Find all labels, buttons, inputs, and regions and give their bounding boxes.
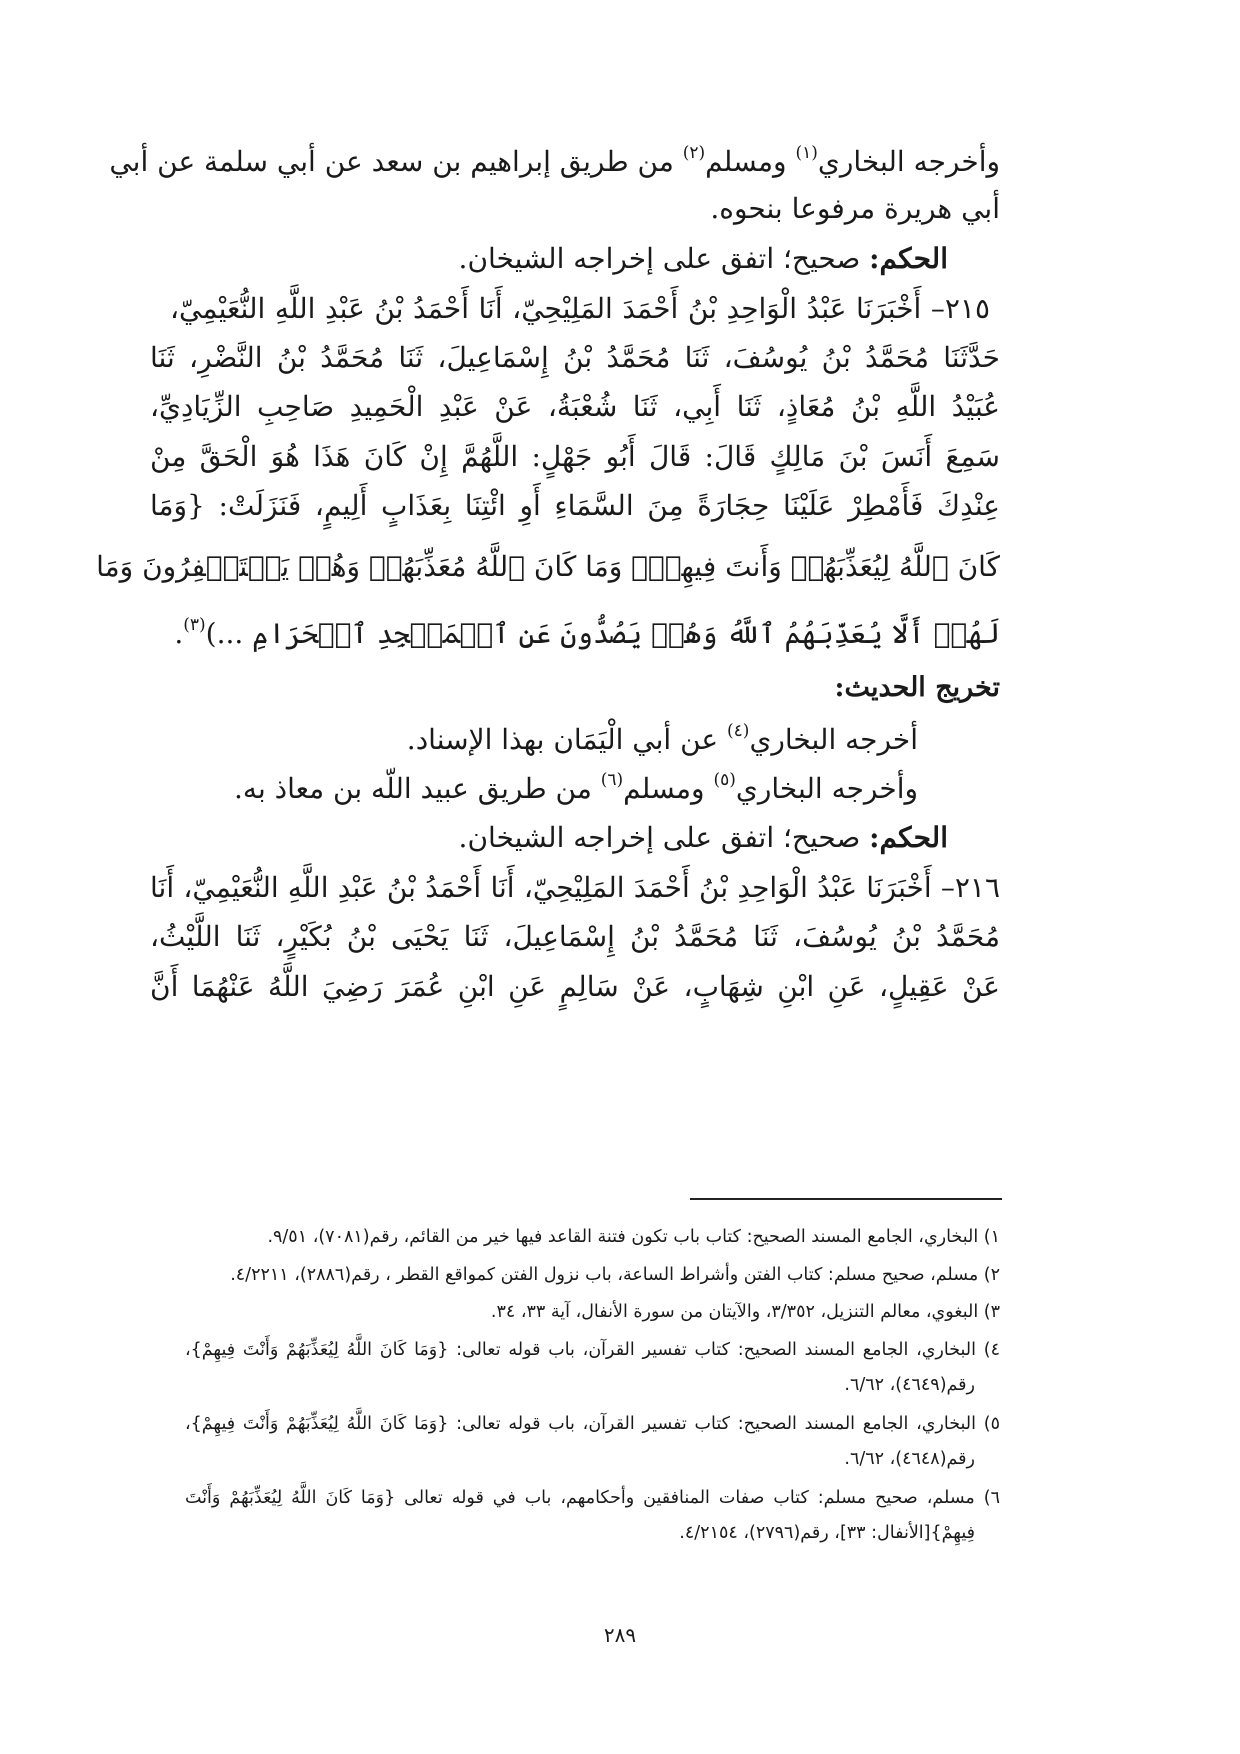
takhrij-line: أخرجه البخاري$^{(٤)}$ عن أبي الْيَمَان بهذا الإسناد.: [406, 721, 918, 756]
hadith-216-line: عَنْ عَقِيلٍ، عَنِ ابْنِ شِهَابٍ، عَنْ سَالِمٍ عَنِ ابْنِ عُمَرَ رَضِيَ اللَّهُ عَنْهُمَا أَنَّ: [150, 970, 1000, 1003]
section-heading: تخريج الحديث:: [834, 672, 1000, 703]
footnote: ٦) مسلم، صحيح مسلم: كتاب صفات المنافقين وأحكامهم، باب في قوله تعالى {وَمَا كَانَ اللَّهُ لِيُعَذِّبَهُمْ وَأَنْتَ: [185, 1488, 1000, 1508]
footnote-ref[interactable]: (٥): [713, 770, 736, 790]
footnote-ref[interactable]: (٣): [183, 615, 206, 635]
footnote-continuation: فِيهِمْ}[الأنفال: ٣٣]، رقم(٢٧٩٦)، ٤/٢١٥٤.: [679, 1523, 975, 1543]
hadith-215-line: ٢١٥– أَخْبَرَنَا عَبْدُ الْوَاحِدِ بْنُ أَحْمَدَ المَلِيْحِيّ، أَنَا أَحْمَدُ بْنُ عَبْدِ اللَّهِ النُّعَيْمِيّ،: [170, 292, 990, 325]
footnote: ٥) البخاري، الجامع المسند الصحيح: كتاب تفسير القرآن، باب قوله تعالى: {وَمَا كَانَ اللَّهُ لِيُعَذِّبَهُمْ وَأَنْتَ فِيهِمْ}،: [185, 1414, 1000, 1434]
footnote-ref[interactable]: (٢): [682, 143, 706, 163]
hadith-215-line: عِنْدِكَ فَأَمْطِرْ عَلَيْنَا حِجَارَةً مِنَ السَّمَاءِ أَوِ ائْتِنَا بِعَذَابٍ أَلِيمٍ، فَنَزَلَتْ: {وَمَا: [150, 489, 1000, 522]
hadith-215-line: حَدَّثَنَا مُحَمَّدُ بْنُ يُوسُفَ، ثَنَا مُحَمَّدُ بْنُ إِسْمَاعِيلَ، ثَنَا مُحَمَّدُ بْنُ النَّضْرِ، ثَنَا: [150, 341, 1000, 374]
ruling-label: الحكم:: [869, 242, 948, 275]
hadith-215-line: سَمِعَ أَنَسَ بْنَ مَالِكٍ قَالَ: قَالَ أَبُو جَهْلٍ: اللَّهُمَّ إِنْ كَانَ هَذَا هُوَ الْحَقَّ مِنْ: [150, 440, 1000, 473]
ruling-line: الحكم: صحيح؛ اتفق على إخراجه الشيخان.: [458, 821, 948, 854]
hadith-215-line: عُبَيْدُ اللَّهِ بْنُ مُعَاذٍ، ثَنَا أَبِي، ثَنَا شُعْبَةُ، عَنْ عَبْدِ الْحَمِيدِ صَاحِبِ الزِّيَادِيِّ،: [150, 390, 1000, 423]
footnote: ٢) مسلم، صحيح مسلم: كتاب الفتن وأشراط الساعة، باب نزول الفتن كمواقع القطر ، رقم(٢٨٨٦)، ٤/٢٢١١.: [230, 1265, 1000, 1285]
body-line: أبي هريرة مرفوعا بنحوه.: [710, 192, 1000, 225]
hadith-216-line: ٢١٦– أَخْبَرَنَا عَبْدُ الْوَاحِدِ بْنُ أَحْمَدَ المَلِيْحِيّ، أَنَا أَحْمَدُ بْنُ عَبْدِ اللَّهِ النُّعَيْمِيّ، أَنَا: [150, 871, 1001, 904]
footnote: ٤) البخاري، الجامع المسند الصحيح: كتاب تفسير القرآن، باب قوله تعالى: {وَمَا كَانَ اللَّهُ لِيُعَذِّبَهُمْ وَأَنْتَ فِيهِمْ}،: [185, 1340, 1000, 1360]
takhrij-line: وأخرجه البخاري$^{(٥)}$ ومسلم$^{(٦)}$ من طريق عبيد اللّه بن معاذ به.: [234, 770, 918, 805]
footnote-ref[interactable]: (٤): [727, 721, 750, 741]
footnote-separator: [690, 1198, 1002, 1200]
footnote: ١) البخاري، الجامع المسند الصحيح: كتاب باب تكون فتنة القاعد فيها خير من القائم، رقم(٧٠٨١)، ٩/٥١.: [267, 1227, 1000, 1247]
footnote-continuation: رقم(٤٦٤٨)، ٦/٦٢.: [844, 1449, 975, 1469]
quran-verse-line: كَانَ ٱللَّهُ لِيُعَذِّبَهُمۡ وَأَنتَ فِيهِمۡۚ وَمَا كَانَ ٱللَّهُ مُعَذِّبَهُمۡ وَهُمۡ يَسۡتَغۡفِرُونَ وَمَا: [96, 550, 1000, 583]
footnote-ref[interactable]: (١): [795, 143, 818, 163]
footnote-continuation: رقم(٤٦٤٩)، ٦/٦٢.: [844, 1375, 975, 1395]
footnote: ٣) البغوي، معالم التنزيل، ٣/٣٥٢، والآيتان من سورة الأنفال، آية ٣٣، ٣٤.: [490, 1302, 1000, 1322]
hadith-216-line: مُحَمَّدُ بْنُ يُوسُفَ، ثَنَا مُحَمَّدُ بْنُ إِسْمَاعِيلَ، ثَنَا يَحْيَى بْنُ بُكَيْرٍ، ثَنَا اللَّيْثُ،: [150, 920, 1000, 953]
quran-verse-line: لَهُمۡ أَلَّا يُعَذِّبَهُمُ ٱللَّهُ وَهُمۡ يَصُدُّونَ عَنِ ٱلۡمَسۡجِدِ ٱلۡحَرَامِ ...)$^{(٣)}$.: [174, 615, 1000, 650]
footnote-ref[interactable]: (٦): [600, 770, 624, 790]
body-line: وأخرجه البخاري$^{(١)}$ ومسلم$^{(٢)}$ من طريق إبراهيم بن سعد عن أبي سلمة عن أبي: [109, 143, 1000, 178]
ruling-label: الحكم:: [869, 821, 948, 854]
page-number: ٢٨٩: [603, 1623, 637, 1647]
ruling-line: الحكم: صحيح؛ اتفق على إخراجه الشيخان.: [458, 242, 948, 275]
